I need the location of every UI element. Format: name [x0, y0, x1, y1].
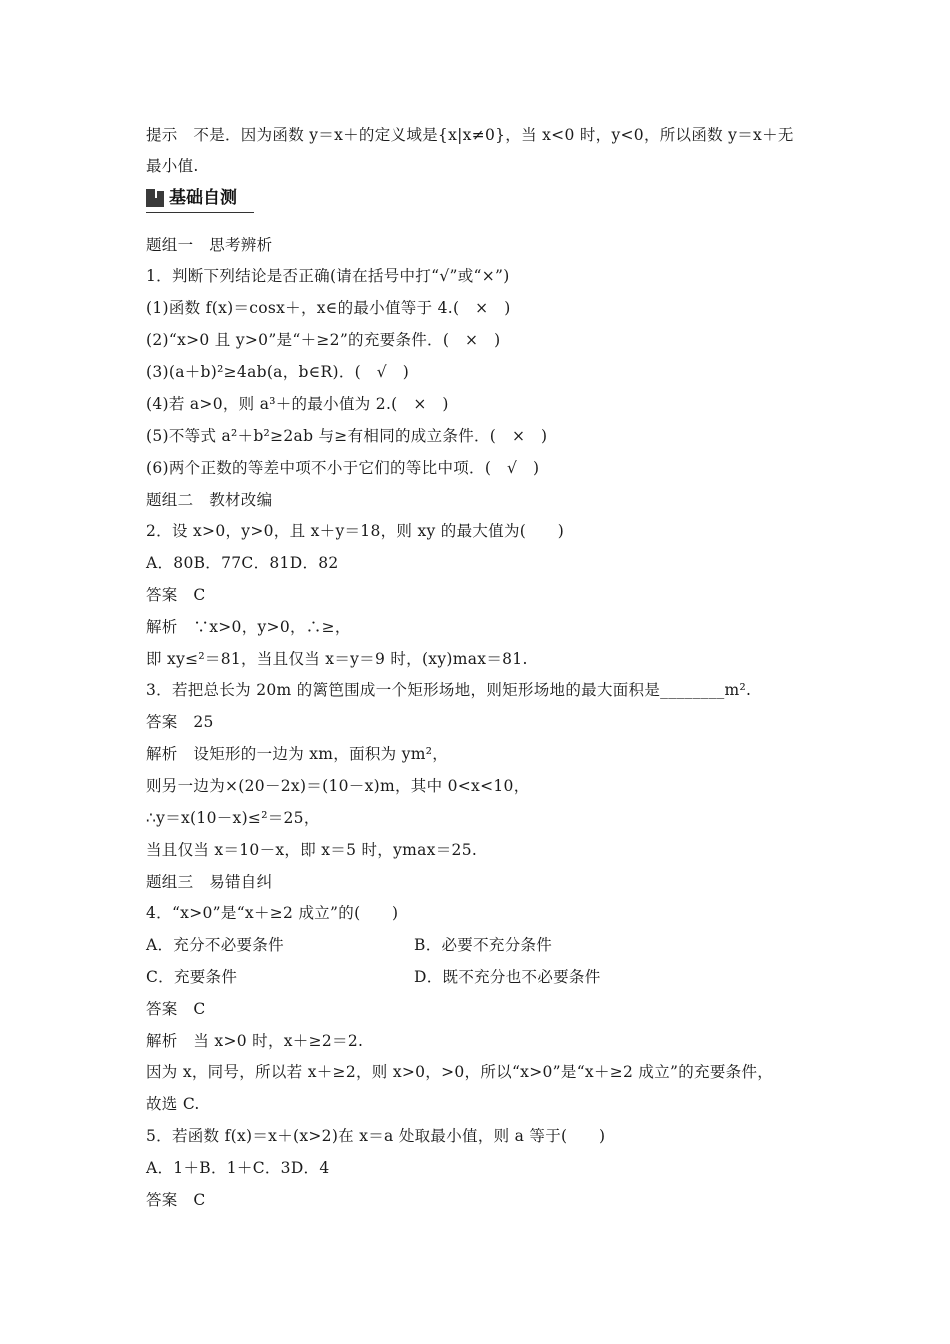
question-4-option-d: D．既不充分也不必要条件: [414, 968, 601, 986]
question-5-answer: 答案 C: [146, 1191, 206, 1209]
hint-line-2: 最小值.: [146, 157, 199, 175]
question-1-item-5: (5)不等式 a²＋b²≥2ab 与≥有相同的成立条件．( × ): [146, 427, 548, 445]
question-2-explanation-2: 即 xy≤²＝81，当且仅当 x＝y＝9 时，(xy)max＝81.: [146, 650, 528, 668]
question-1-item-6: (6)两个正数的等差中项不小于它们的等比中项．( √ ): [146, 459, 540, 477]
question-3-explanation-3: ∴y＝x(10－x)≤²＝25，: [146, 809, 320, 827]
group-3-heading: 题组三 易错自纠: [146, 873, 273, 891]
question-4-explanation-1: 解析 当 x>0 时，x＋≥2＝2.: [146, 1032, 364, 1050]
question-2-options: A．80B．77C．81D．82: [146, 554, 339, 572]
question-3-explanation-4: 当且仅当 x＝10－x，即 x＝5 时，ymax＝25.: [146, 841, 478, 859]
question-3: 3．若把总长为 20m 的篱笆围成一个矩形场地，则矩形场地的最大面积是________m².: [146, 681, 752, 699]
question-1-item-1: (1)函数 f(x)＝cosx＋，x∈的最小值等于 4.( × ): [146, 299, 511, 317]
question-4-explanation-2: 因为 x，同号，所以若 x＋≥2，则 x>0，>0，所以“x>0”是“x＋≥2 成立”的充要条件，: [146, 1063, 774, 1081]
question-3-explanation-1: 解析 设矩形的一边为 xm，面积为 ym²，: [146, 745, 449, 763]
question-4: 4．“x>0”是“x＋≥2 成立”的( ): [146, 904, 399, 922]
question-2: 2．设 x>0，y>0，且 x＋y＝18，则 xy 的最大值为( ): [146, 522, 565, 540]
question-2-answer: 答案 C: [146, 586, 206, 604]
question-4-answer: 答案 C: [146, 1000, 206, 1018]
question-5: 5．若函数 f(x)＝x＋(x>2)在 x＝a 处取最小值，则 a 等于( ): [146, 1127, 606, 1145]
question-1-item-3: (3)(a＋b)²≥4ab(a，b∈R)．( √ ): [146, 363, 410, 381]
question-4-option-b: B．必要不充分条件: [414, 936, 553, 954]
section-header: [146, 186, 254, 213]
question-5-options: A．1＋B．1＋C．3D．4: [146, 1159, 330, 1177]
question-1: 1．判断下列结论是否正确(请在括号中打“√”或“×”): [146, 267, 510, 285]
group-1-heading: 题组一 思考辨析: [146, 236, 273, 254]
question-4-explanation-3: 故选 C.: [146, 1095, 200, 1113]
question-1-item-4: (4)若 a>0，则 a³＋的最小值为 2.( × ): [146, 395, 449, 413]
section-square-icon: [146, 189, 164, 207]
question-2-explanation-1: 解析 ∵x>0，y>0，∴≥，: [146, 618, 351, 636]
section-title: 基础自测: [169, 188, 237, 208]
hint-line-1: 提示 不是．因为函数 y＝x＋的定义域是{x|x≠0}，当 x<0 时，y<0，所以函数 y＝x＋无: [146, 126, 794, 144]
question-4-option-a: A．充分不必要条件: [146, 936, 284, 954]
question-3-answer: 答案 25: [146, 713, 214, 731]
question-3-explanation-2: 则另一边为×(20－2x)＝(10－x)m，其中 0<x<10，: [146, 777, 530, 795]
question-1-item-2: (2)“x>0 且 y>0”是“＋≥2”的充要条件．( × ): [146, 331, 501, 349]
question-4-option-c: C．充要条件: [146, 968, 238, 986]
group-2-heading: 题组二 教材改编: [146, 491, 273, 509]
